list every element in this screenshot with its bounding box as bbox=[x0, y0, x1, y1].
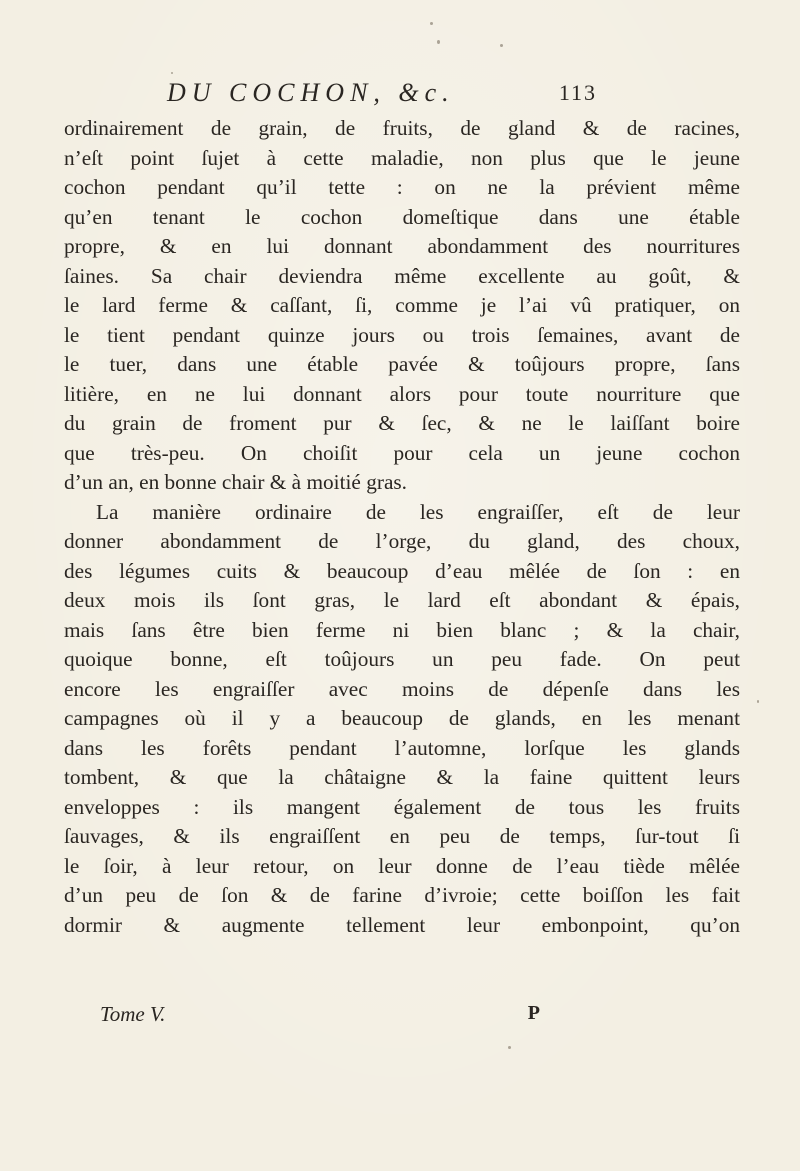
text-line: n’eſt point ſujet à cette maladie, non plus que le jeune bbox=[64, 145, 740, 170]
text-line: cochon pendant qu’il tette : on ne la prévient même bbox=[64, 175, 740, 199]
text-line: ſauvages, & ils engraiſſent en peu de temps, ſur-tout ſi bbox=[64, 824, 740, 848]
text-line: La manière ordinaire de les engraiſſer, eſt de leur bbox=[96, 499, 740, 524]
text-line: encore les engraiſſer avec moins de dépenſe dans les bbox=[64, 676, 740, 701]
text-line: donner abondamment de l’orge, du gland, des choux, bbox=[64, 529, 740, 553]
text-line: le ſoir, à leur retour, on leur donne de l’eau tiède mêlée bbox=[64, 853, 740, 878]
text-line: tombent, & que la châtaigne & la faine quittent leurs bbox=[64, 765, 740, 789]
text-line: le lard ferme & caſſant, ſi, comme je l’ai vû pratiquer, on bbox=[64, 293, 740, 317]
ink-speck bbox=[500, 44, 503, 47]
text-line: dormir & augmente tellement leur embonpoint, qu’on bbox=[64, 912, 740, 937]
body-text bbox=[64, 114, 740, 940]
gathering-signature: P bbox=[527, 1002, 540, 1024]
running-title: DU COCHON, &c. bbox=[167, 78, 455, 107]
ink-speck bbox=[437, 40, 440, 44]
text-line: du grain de froment pur & ſec, & ne le laiſſant boire bbox=[64, 411, 740, 435]
text-line: deux mois ils ſont gras, le lard eſt abondant & épais, bbox=[64, 588, 740, 612]
text-line: propre, & en lui donnant abondamment des nourritures bbox=[64, 234, 740, 258]
ink-speck bbox=[757, 700, 759, 703]
page-number: 113 bbox=[558, 80, 597, 105]
text-line: le tuer, dans une étable pavée & toûjours propre, ſans bbox=[64, 352, 740, 376]
text-line: mais ſans être bien ferme ni bien blanc ; & la chair, bbox=[64, 617, 740, 642]
running-header bbox=[167, 78, 597, 112]
text-line: litière, en ne lui donnant alors pour toute nourriture que bbox=[64, 381, 740, 406]
volume-signature: Tome V. bbox=[100, 1002, 166, 1026]
text-line: qu’en tenant le cochon domeſtique dans une étable bbox=[64, 204, 740, 229]
text-line: dans les forêts pendant l’automne, lorſque les glands bbox=[64, 735, 740, 760]
text-line: quoique bonne, eſt toûjours un peu fade. On peut bbox=[64, 647, 740, 671]
text-line: ordinairement de grain, de fruits, de gland & de racines, bbox=[64, 116, 740, 140]
text-line: d’un an, en bonne chair & à moitié gras. bbox=[64, 470, 408, 494]
text-line: que très-peu. On choiſit pour cela un jeune cochon bbox=[64, 440, 740, 465]
text-line: campagnes où il y a beaucoup de glands, en les menant bbox=[64, 706, 740, 730]
text-line: ſaines. Sa chair deviendra même excellente au goût, & bbox=[64, 263, 740, 288]
page-footer bbox=[100, 1002, 540, 1032]
text-line: d’un peu de ſon & de farine d’ivroie; cette boiſſon les fait bbox=[64, 883, 740, 907]
ink-speck bbox=[430, 22, 433, 25]
ink-speck bbox=[508, 1046, 511, 1049]
text-line: le tient pendant quinze jours ou trois ſemaines, avant de bbox=[64, 322, 740, 347]
ink-speck bbox=[171, 72, 173, 74]
text-line: des légumes cuits & beaucoup d’eau mêlée de ſon : en bbox=[64, 558, 740, 583]
text-line: enveloppes : ils mangent également de tous les fruits bbox=[64, 794, 740, 819]
